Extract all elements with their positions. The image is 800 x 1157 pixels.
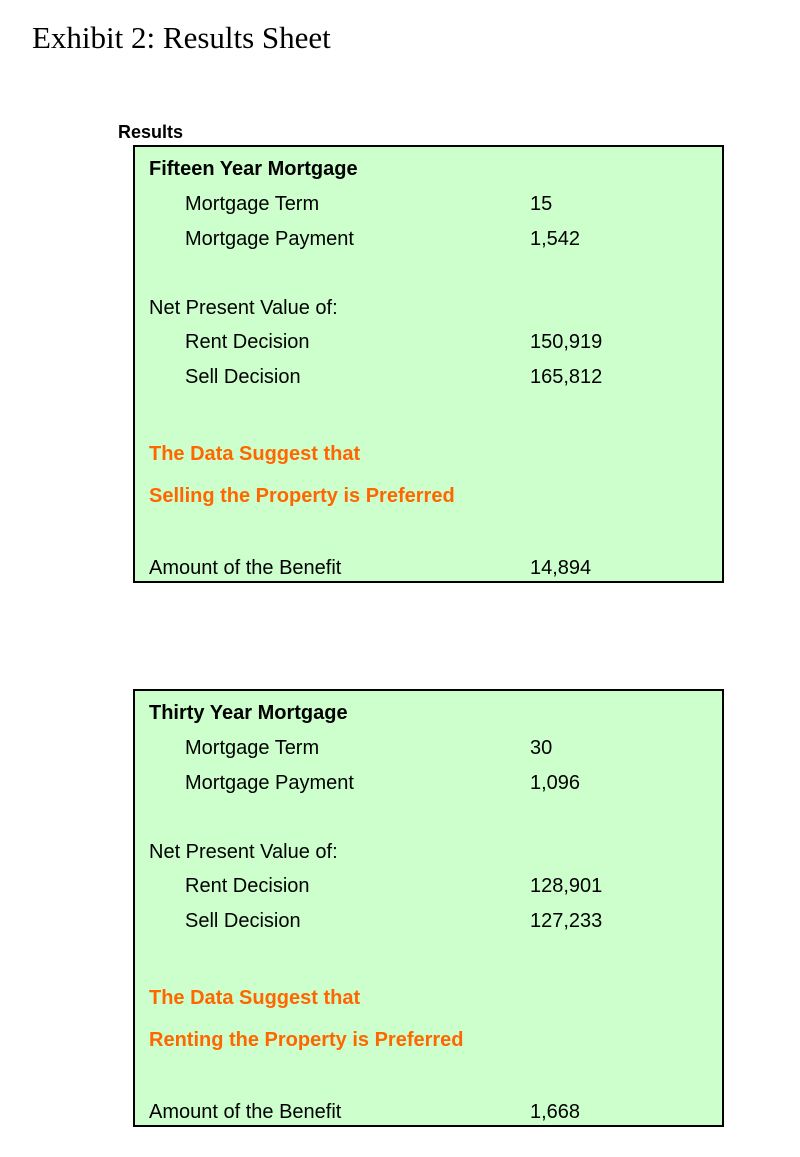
rent-value: 128,901 [530, 875, 603, 897]
term-label: Mortgage Term [185, 737, 320, 759]
benefit-label: Amount of the Benefit [149, 1101, 342, 1123]
sell-label: Sell Decision [185, 366, 301, 388]
panel-heading: Thirty Year Mortgage [149, 702, 348, 724]
sell-value: 127,233 [530, 910, 603, 932]
benefit-label: Amount of the Benefit [149, 557, 342, 579]
rent-value: 150,919 [530, 331, 603, 353]
term-value: 15 [530, 193, 553, 215]
npv-heading: Net Present Value of: [149, 297, 338, 319]
benefit-value: 14,894 [530, 557, 592, 579]
rent-label: Rent Decision [185, 875, 310, 897]
npv-heading: Net Present Value of: [149, 841, 338, 863]
suggest-line1: The Data Suggest that [149, 443, 361, 465]
payment-value: 1,542 [530, 228, 581, 250]
sell-value: 165,812 [530, 366, 603, 388]
suggest-line1: The Data Suggest that [149, 987, 361, 1009]
suggest-line2: Selling the Property is Preferred [149, 485, 455, 507]
term-label: Mortgage Term [185, 193, 320, 215]
panel-heading: Fifteen Year Mortgage [149, 158, 358, 180]
payment-label: Mortgage Payment [185, 228, 354, 250]
thirty-year-panel [133, 689, 724, 1127]
payment-value: 1,096 [530, 772, 581, 794]
page-title: Exhibit 2: Results Sheet [32, 20, 331, 55]
fifteen-year-panel [133, 145, 724, 583]
results-label: Results [118, 122, 184, 142]
rent-label: Rent Decision [185, 331, 310, 353]
benefit-value: 1,668 [530, 1101, 581, 1123]
term-value: 30 [530, 737, 553, 759]
suggest-line2: Renting the Property is Preferred [149, 1029, 464, 1051]
sell-label: Sell Decision [185, 910, 301, 932]
payment-label: Mortgage Payment [185, 772, 354, 794]
